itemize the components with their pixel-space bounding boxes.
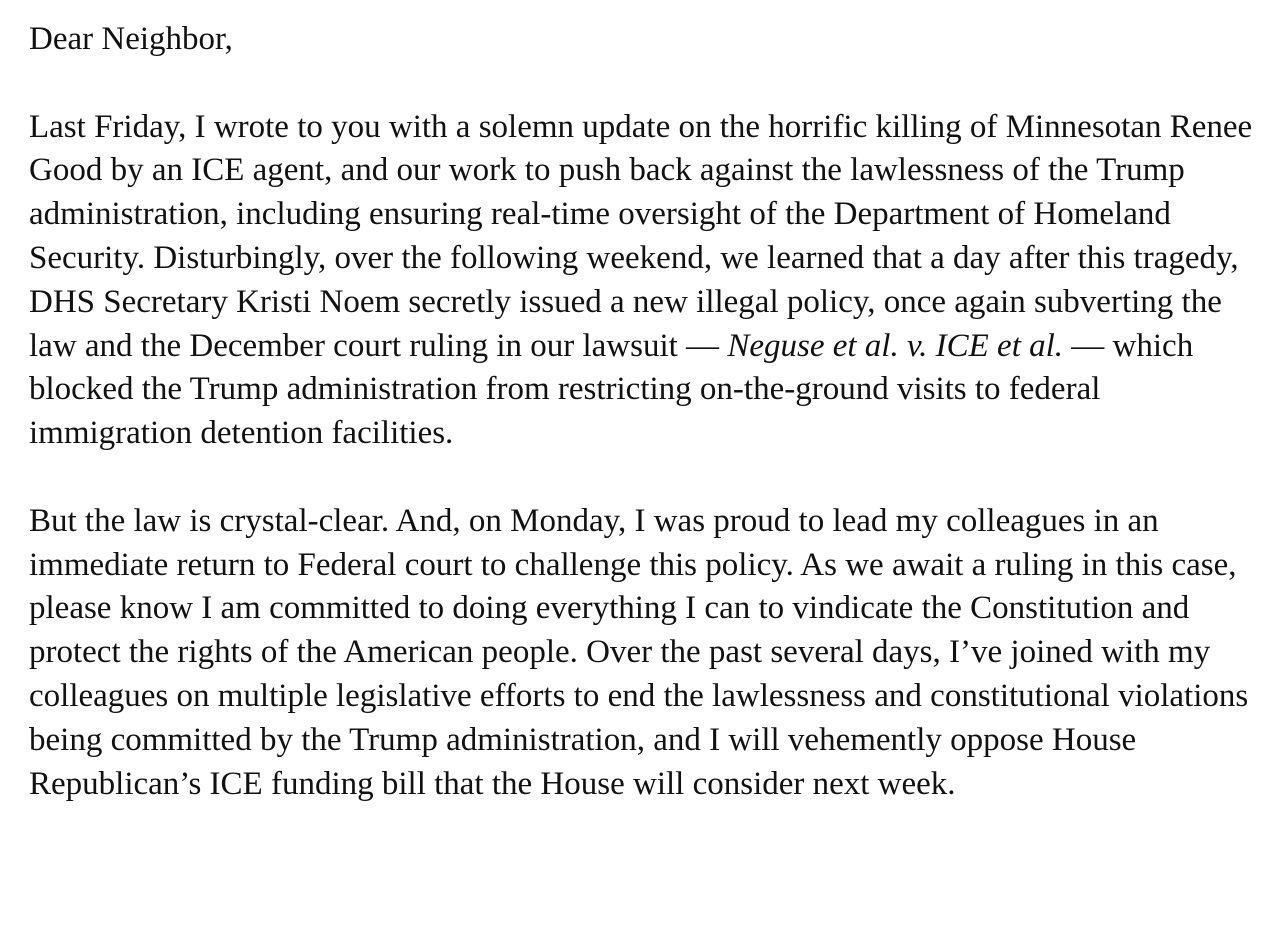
paragraph-court-update-text-after: — which blocked the Trump administration from restricting on-the-ground visits to federal immigration detention facilities. (29, 327, 1194, 452)
lawsuit-case-name: Neguse et al. v. ICE et al. (727, 327, 1064, 364)
paragraph-court-update-text-before: Last Friday, I wrote to you with a solemn update on the horrific killing of Minnesotan Renee Good by an ICE agent, and our work to push back against the lawlessness of the Trump administration, including ensuring real-time oversight of the Department of Homeland Security. Disturbingly, over the following weekend, we learned that a day after this tragedy, DHS Secretary Kristi Noem secretly issued a new illegal policy, once again subverting the law and the December court ruling in our lawsuit — (29, 108, 1253, 364)
letter-body (29, 18, 1254, 806)
paragraph-court-update (29, 106, 1254, 456)
salutation: Dear Neighbor, (29, 21, 233, 57)
paragraph-legal-challenge: But the law is crystal-clear. And, on Monday, I was proud to lead my colleagues in an immediate return to Federal court to challenge this policy. As we await a ruling in this case, please know I am committed to doing everything I can to vindicate the Constitution and protect the rights of the American people. Over the past several days, I’ve joined with my colleagues on multiple legislative efforts to end the lawlessness and constitutional violations being committed by the Trump administration, and I will vehemently oppose House Republican’s ICE funding bill that the House will consider next week. (29, 502, 1249, 802)
